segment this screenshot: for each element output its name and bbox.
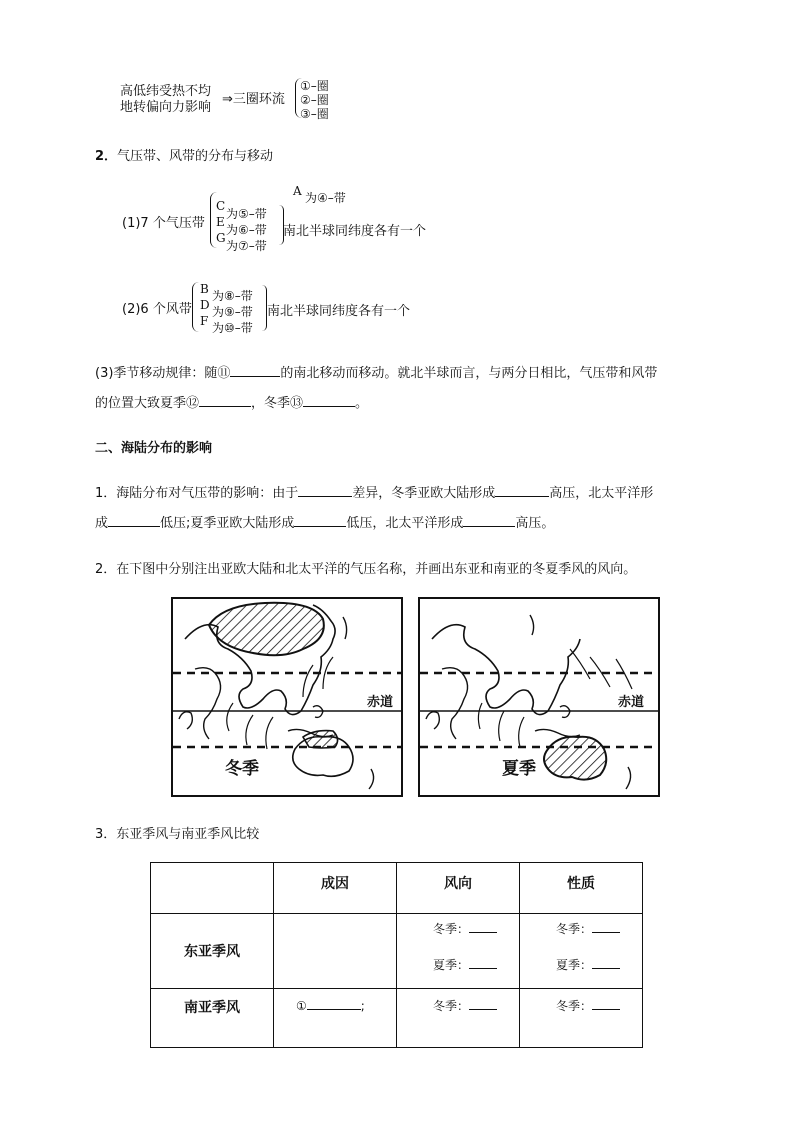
blank-sa-nature-winter[interactable] — [592, 997, 620, 1010]
blank-q1-diff[interactable] — [298, 484, 352, 497]
p1-top-text: 为④–带 — [305, 191, 346, 205]
p2-letter-b: B — [200, 282, 209, 296]
circulation-item-2: ②–圈 — [300, 93, 329, 107]
sa-direction-winter-label: 冬季： — [433, 999, 470, 1013]
blank-sa-cause[interactable] — [307, 997, 361, 1010]
sa-direction-winter — [433, 997, 497, 1014]
map-summer-season-label: 夏季 — [502, 754, 536, 779]
section2-heading — [95, 145, 273, 164]
q1-text-c: 高压，北太平洋形 — [549, 486, 654, 501]
circulation-cause-1: 高低纬受热不均 — [120, 84, 212, 99]
p2-text-b: 为⑧–带 — [212, 289, 253, 303]
q1-text-e: 低压;夏季亚欧大陆形成 — [160, 516, 295, 531]
row-south-asia-label: 南亚季风 — [151, 989, 274, 1048]
blank-ea-nature-summer[interactable] — [592, 956, 620, 969]
p1-top-letter: A — [293, 184, 302, 198]
map-summer-equator-label: 赤道 — [618, 695, 645, 710]
section3-heading: 二、海陆分布的影响 — [95, 441, 213, 456]
monsoon-comparison-table — [150, 862, 643, 1048]
p2-note: 南北半球同纬度各有一个 — [267, 304, 411, 319]
row-east-asia-cause[interactable] — [274, 914, 397, 989]
p2-letter-d: D — [200, 298, 210, 312]
ea-direction-winter — [433, 920, 497, 937]
ea-nature-winter — [556, 920, 620, 937]
blank-q1-pacific-summer[interactable] — [463, 514, 515, 527]
row-south-asia-cause — [274, 989, 397, 1048]
row-south-asia-direction — [397, 989, 520, 1048]
row-east-asia-nature — [520, 914, 643, 989]
p1-text-c: 为⑤–带 — [226, 207, 267, 221]
sa-cause: ① ; — [296, 999, 365, 1013]
p2-label: (2)6 个风带 — [122, 302, 192, 317]
blank-ea-nature-winter[interactable] — [592, 920, 620, 933]
blank-12[interactable] — [199, 394, 251, 407]
blank-ea-direction-winter[interactable] — [469, 920, 497, 933]
map-winter-equator-label: 赤道 — [367, 695, 394, 710]
p2-letter-f: F — [200, 314, 209, 328]
circulation-arrow: ⇒三圈环流 — [222, 92, 285, 107]
circulation-cause-2: 地转偏向力影响 — [120, 100, 212, 115]
section2-heading-text: 气压带、风带的分布与移动 — [117, 149, 274, 164]
row-south-asia-nature — [520, 989, 643, 1048]
table-row — [151, 914, 643, 989]
blank-sa-direction-winter[interactable] — [469, 997, 497, 1010]
p1-note: 南北半球同纬度各有一个 — [283, 224, 427, 239]
q1-text-g: 高压。 — [515, 516, 555, 531]
q1-text-d: 成 — [95, 516, 109, 531]
sa-nature-winter-label: 冬季： — [556, 999, 593, 1013]
p3-line2 — [95, 392, 368, 411]
blank-q1-eurasia-winter[interactable] — [495, 484, 549, 497]
table-header-nature: 性质 — [520, 863, 643, 914]
q1-line1 — [95, 482, 653, 501]
ea-direction-summer — [433, 956, 497, 973]
section2-heading-num: 2． — [95, 149, 118, 164]
q1-line2 — [95, 512, 554, 531]
sa-nature-winter — [556, 997, 620, 1014]
sa-cause-circle: ① — [296, 999, 307, 1013]
p3-text-e: 。 — [355, 396, 369, 411]
table-row — [151, 989, 643, 1048]
q1-text-f: 低压，北太平洋形成 — [346, 516, 464, 531]
blank-11[interactable] — [230, 364, 280, 377]
table-header-row — [151, 863, 643, 914]
p1-letter-g: G — [216, 231, 226, 245]
p3-text-c: 的位置大致夏季⑫ — [95, 396, 200, 411]
q1-text-a: 1．海陆分布对气压带的影响：由于 — [95, 486, 299, 501]
q1-text-b: 差异，冬季亚欧大陆形成 — [352, 486, 496, 501]
p1-label: (1)7 个气压带 — [122, 216, 205, 231]
p3-text-b: 的南北移动而移动。就北半球而言，与两分日相比，气压带和风带 — [280, 366, 658, 381]
ea-nature-winter-label: 冬季： — [556, 922, 593, 936]
p3-text-d: ，冬季⑬ — [251, 396, 304, 411]
circulation-item-3: ③–圈 — [300, 107, 329, 121]
ea-nature-summer-label: 夏季： — [556, 958, 593, 972]
p1-letter-c: C — [216, 199, 226, 213]
blank-q1-pacific-winter[interactable] — [108, 514, 160, 527]
map-winter[interactable] — [171, 597, 403, 797]
row-east-asia-label: 东亚季风 — [151, 914, 274, 989]
ea-direction-summer-label: 夏季： — [433, 958, 470, 972]
q2-text: 2．在下图中分别注出亚欧大陆和北太平洋的气压名称，并画出东亚和南亚的冬夏季风的风向。 — [95, 562, 637, 577]
table-header-direction: 风向 — [397, 863, 520, 914]
p1-letter-e: E — [216, 215, 225, 229]
blank-ea-direction-summer[interactable] — [469, 956, 497, 969]
blank-q1-eurasia-summer[interactable] — [294, 514, 346, 527]
p3-line1 — [95, 362, 657, 381]
p1-text-g: 为⑦–带 — [226, 239, 267, 253]
circulation-item-1: ①–圈 — [300, 79, 329, 93]
table-header-cause: 成因 — [274, 863, 397, 914]
ea-direction-winter-label: 冬季： — [433, 922, 470, 936]
p2-text-d: 为⑨–带 — [212, 305, 253, 319]
table-header-empty — [151, 863, 274, 914]
q3-text: 3．东亚季风与南亚季风比较 — [95, 827, 260, 842]
p1-text-e: 为⑥–带 — [226, 223, 267, 237]
row-east-asia-direction — [397, 914, 520, 989]
p2-text-f: 为⑩–带 — [212, 321, 253, 335]
map-summer[interactable] — [418, 597, 660, 797]
p3-text-a: (3)季节移动规律：随⑪ — [95, 366, 231, 381]
p2-brace — [192, 282, 199, 332]
map-winter-season-label: 冬季 — [225, 754, 259, 779]
blank-13[interactable] — [303, 394, 355, 407]
ea-nature-summer — [556, 956, 620, 973]
